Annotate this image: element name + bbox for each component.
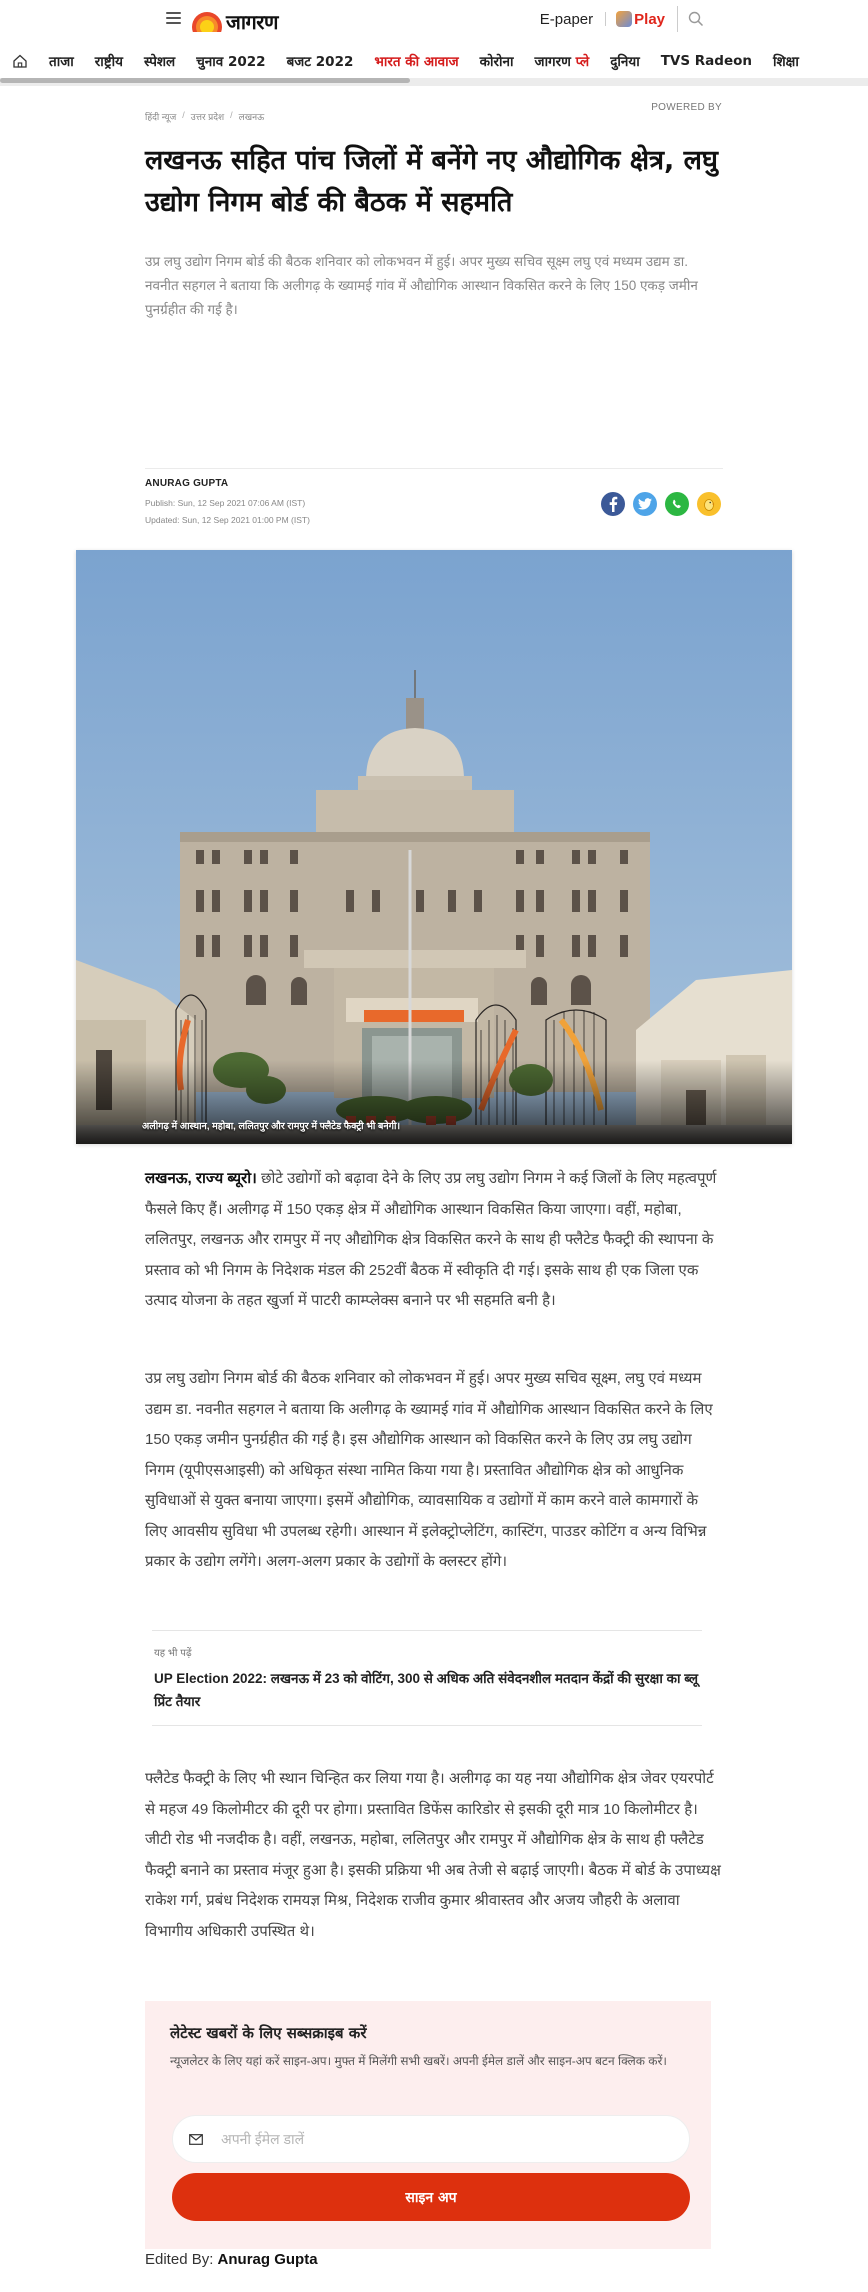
nav-item-tvs-radeon[interactable]: TVS Radeon bbox=[660, 53, 752, 69]
nav-item-taja[interactable]: ताजा bbox=[49, 54, 74, 70]
category-nav bbox=[0, 44, 868, 78]
logo-text: जागरण bbox=[226, 10, 278, 34]
logo-sun-icon bbox=[192, 12, 222, 32]
home-icon bbox=[12, 53, 28, 69]
newsletter-signup bbox=[145, 2001, 711, 2249]
nav-item-shiksha[interactable]: शिक्षा bbox=[773, 54, 799, 70]
email-field-wrapper bbox=[172, 2115, 690, 2163]
search-icon bbox=[688, 11, 704, 27]
breadcrumb-item-lucknow[interactable]: लखनऊ bbox=[238, 112, 265, 122]
read-also-link[interactable]: UP Election 2022: लखनऊ में 23 को वोटिंग, 300 से अधिक अति संवेदनशील मतदान केंद्रों की सुरक्षा का ब्लू प्रिंट तैयार bbox=[154, 1671, 699, 1709]
dateline: लखनऊ, राज्य ब्यूरो। bbox=[145, 1170, 257, 1187]
top-header bbox=[0, 0, 868, 40]
nav-item-rashtriya[interactable]: राष्ट्रीय bbox=[94, 54, 123, 70]
newsletter-description: न्यूजलेटर के लिए यहां करें साइन-अप। मुफ्त में मिलेंगी सभी खबरें। अपनी ईमेल डालें और साइन-अप बटन क्लिक करें। bbox=[170, 2054, 667, 2068]
nav-item-duniya[interactable]: दुनिया bbox=[610, 54, 640, 70]
article-title: लखनऊ सहित पांच जिलों में बनेंगे नए औद्योगिक क्षेत्र, लघु उद्योग निगम बोर्ड की बैठक में सहमति bbox=[145, 145, 718, 218]
nav-item-chunav-2022[interactable]: चुनाव 2022 bbox=[196, 54, 266, 70]
newsletter-title: लेटेस्ट खबरों के लिए सब्सक्राइब करें bbox=[170, 2024, 367, 2042]
image-caption: अलीगढ़ में आस्थान, महोबा, ललितपुर और रामपुर में फ्लैटेड फैक्ट्री भी बनेगी। bbox=[142, 1121, 401, 1132]
nav-item-corona[interactable]: कोरोना bbox=[479, 54, 514, 70]
article-summary: उप्र लघु उद्योग निगम बोर्ड की बैठक शनिवार को लोकभवन में हुई। अपर मुख्य सचिव सूक्ष्म लघु एवं मध्यम उद्यम डा. नवनीत सहगल ने बताया कि अलीगढ़ के ख्यामई गांव में औद्योगिक आस्थान विकसित करने के लिए 150 एकड़ जमीन पुनर्ग्रहीत की गई है। bbox=[145, 254, 698, 317]
updated-date: Updated: Sun, 12 Sep 2021 01:00 PM (IST) bbox=[145, 515, 310, 525]
email-input[interactable] bbox=[221, 2131, 661, 2147]
share-buttons bbox=[601, 492, 721, 516]
paragraph-text: छोटे उद्योगों को बढ़ावा देने के लिए उप्र लघु उद्योग निगम ने कई जिलों के लिए महत्वपूर्ण फैसले किए हैं। अलीगढ़ में 150 एकड़ क्षेत्र में औद्योगिक आस्थान विकसित किया जाएगा। वहीं, महोबा, ललितपुर, लखनऊ और रामपुर में नए औद्योगिक क्षेत्र विकसित करने के साथ ही फ्लैटेड फैक्ट्री की स्थापना के प्रस्ताव को भी निगम के निदेशक मंडल की 252वीं बैठक में स्वीकृति दी गई। इसके साथ ही एक जिला एक उत्पाद योजना के तहत खुर्जा में पाटरी काम्प्लेक्स बनाने पर भी सहमति बनी है। bbox=[145, 1170, 717, 1309]
read-also-label: यह भी पढ़ें bbox=[154, 1648, 192, 1659]
home-button[interactable] bbox=[12, 53, 28, 69]
jagran-play-link[interactable] bbox=[606, 11, 677, 28]
read-also-box bbox=[152, 1630, 702, 1726]
nav-item-bharat-ki-awaaz[interactable]: भारत की आवाज bbox=[374, 54, 459, 70]
breadcrumb-item-hindi-news[interactable]: हिंदी न्यूज bbox=[145, 112, 177, 122]
nav-label-suffix: प्ले bbox=[575, 54, 590, 70]
koo-icon bbox=[702, 496, 716, 512]
epaper-link[interactable]: E-paper bbox=[539, 10, 594, 28]
whatsapp-share-button[interactable] bbox=[665, 492, 689, 516]
powered-by-label: POWERED BY bbox=[651, 102, 722, 113]
header-actions bbox=[540, 6, 704, 32]
publish-date: Publish: Sun, 12 Sep 2021 07:06 AM (IST) bbox=[145, 498, 306, 508]
search-button[interactable] bbox=[678, 11, 704, 27]
nav-item-special[interactable]: स्पेशल bbox=[143, 54, 176, 70]
site-logo[interactable] bbox=[192, 8, 278, 35]
koo-share-button[interactable] bbox=[697, 492, 721, 516]
nav-scrollbar-thumb[interactable] bbox=[0, 78, 410, 83]
breadcrumb bbox=[145, 110, 723, 123]
nav-label-prefix: जागरण bbox=[534, 54, 576, 70]
nav-item-jagran-play[interactable] bbox=[535, 52, 590, 70]
nav-item-budget-2022[interactable]: बजट 2022 bbox=[286, 54, 354, 70]
divider bbox=[145, 468, 723, 469]
jagran-play-icon bbox=[616, 11, 632, 27]
author-name[interactable]: ANURAG GUPTA bbox=[145, 478, 229, 489]
signup-button[interactable]: साइन अप bbox=[172, 2173, 690, 2221]
article-paragraph-1 bbox=[145, 1164, 723, 1317]
building-photo bbox=[76, 550, 792, 1144]
breadcrumb-separator: / bbox=[182, 110, 185, 120]
article-hero-image bbox=[76, 550, 792, 1144]
twitter-share-button[interactable] bbox=[633, 492, 657, 516]
whatsapp-icon bbox=[670, 497, 684, 511]
breadcrumb-separator: / bbox=[230, 110, 233, 120]
facebook-icon bbox=[608, 496, 618, 512]
breadcrumb-item-uttar-pradesh[interactable]: उत्तर प्रदेश bbox=[190, 112, 225, 122]
edited-by-label: Edited By: bbox=[145, 2251, 218, 2268]
edited-by bbox=[145, 2251, 318, 2268]
hamburger-icon[interactable] bbox=[166, 12, 181, 24]
editor-name[interactable]: Anurag Gupta bbox=[217, 2251, 318, 2268]
facebook-share-button[interactable] bbox=[601, 492, 625, 516]
article-paragraph-2: उप्र लघु उद्योग निगम बोर्ड की बैठक शनिवार को लोकभवन में हुई। अपर मुख्य सचिव सूक्ष्म, लघु एवं मध्यम उद्यम डा. नवनीत सहगल ने बताया कि अलीगढ़ के ख्यामई गांव में औद्योगिक आस्थान विकसित करने के लिए 150 एकड़ जमीन पुनर्ग्रहीत की गई है। इस औद्योगिक आस्थान को विकसित करने के लिए उप्र लघु उद्योग निगम (यूपीएसआइसी) को अधिकृत संस्था नामित किया गया है। प्रस्तावित औद्योगिक क्षेत्र को आधुनिक सुविधाओं से युक्त बनाया जाएगा। इसमें औद्योगिक, व्यावसायिक व उद्योगों में काम करने वाले कामगारों के लिए आवसीय सुविधा भी उपलब्ध रहेगी। आस्थान में इलेक्ट्रोप्लेटिंग, कास्टिंग, पाउडर कोटिंग व अन्य विभिन्न प्रकार के उद्योग लगेंगे। अलग-अलग प्रकार के उद्योगों के क्लस्टर होंगे। bbox=[145, 1370, 713, 1570]
play-label: Play bbox=[634, 10, 665, 28]
article-paragraph-3: फ्लैटेड फैक्ट्री के लिए भी स्थान चिन्हित कर लिया गया है। अलीगढ़ का यह नया औद्योगिक क्षेत्र जेवर एयरपोर्ट से महज 49 किलोमीटर की दूरी पर होगा। प्रस्तावित डिफेंस कारिडोर से इसकी दूरी मात्र 10 किलोमीटर है। जीटी रोड भी नजदीक है। वहीं, लखनऊ, महोबा, ललितपुर और रामपुर में औद्योगिक क्षेत्र के साथ ही फ्लैटेड फैक्ट्री बनाने का प्रस्ताव मंजूर हुआ है। इसकी प्रक्रिया भी अब तेजी से बढ़ाई जाएगी। बैठक में बोर्ड के उपाध्यक्ष राकेश गर्ग, प्रबंध निदेशक रामयज्ञ मिश्र, निदेशक राजीव कुमार श्रीवास्तव और अजय जौहरी के अलावा विभागीय अधिकारी उपस्थित थे। bbox=[145, 1770, 721, 1940]
twitter-icon bbox=[638, 498, 652, 510]
mail-icon bbox=[189, 2134, 203, 2145]
